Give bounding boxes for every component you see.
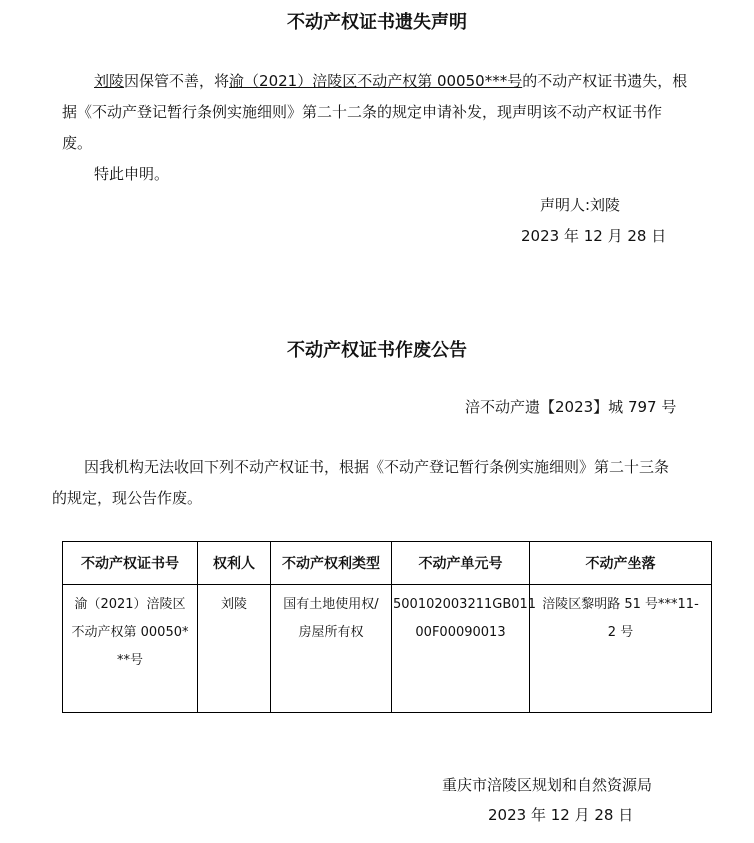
type-line-1: 国有土地使用权/ [283, 597, 379, 612]
void-notice-date: 2023 年 12 月 28 日 [488, 806, 634, 824]
issuer-name: 重庆市涪陵区规划和自然资源局 [442, 776, 653, 794]
loss-signer: 声明人:刘陵 [540, 196, 621, 214]
unit-line-2: 00F00090013 [415, 625, 506, 640]
void-doc-number: 涪不动产遗【2023】城 797 号 [465, 398, 677, 416]
special-declaration: 特此申明。 [94, 165, 170, 183]
cert-line-1: 渝（2021）涪陵区 [74, 597, 186, 612]
col-header-cert-number: 不动产权证书号 [63, 542, 198, 585]
loss-text-a: 因保管不善，将 [124, 72, 230, 90]
loss-date: 2023 年 12 月 28 日 [521, 227, 667, 245]
col-header-unit-number: 不动产单元号 [392, 542, 530, 585]
col-header-location: 不动产坐落 [530, 542, 712, 585]
type-line-2: 房屋所有权 [298, 625, 364, 640]
loss-statement-line-3: 废。 [62, 134, 93, 152]
loss-statement-line-1 [62, 66, 722, 97]
cert-line-3: **号 [116, 653, 143, 668]
cell-cert-number [63, 585, 198, 713]
location-line-1: 涪陵区黎明路 51 号***11- [542, 597, 699, 612]
cert-line-2: 不动产权第 00050* [71, 625, 189, 640]
unit-line-1: 500102003211GB011 [393, 597, 537, 612]
cell-location [530, 585, 712, 713]
loss-text-b: 的不动产权证书遗失，根 [522, 72, 688, 90]
cell-right-type [271, 585, 392, 713]
loss-cert-number: 渝（2021）涪陵区不动产权第 00050***号 [229, 72, 523, 90]
table-header-row [63, 542, 712, 585]
void-notice-title: 不动产权证书作废公告 [287, 340, 467, 361]
cell-owner [198, 585, 271, 713]
loss-statement-line-2: 据《不动产登记暂行条例实施细则》第二十二条的规定申请补发，现声明该不动产权证书作 [62, 103, 663, 121]
loss-statement-title: 不动产权证书遗失声明 [287, 12, 467, 33]
void-notice-line-1: 因我机构无法收回下列不动产权证书，根据《不动产登记暂行条例实施细则》第二十三条 [84, 458, 670, 476]
void-notice-line-2: 的规定，现公告作废。 [52, 489, 203, 507]
location-line-2: 2 号 [607, 625, 634, 640]
table-row [63, 585, 712, 713]
col-header-right-type: 不动产权利类型 [271, 542, 392, 585]
void-cert-table [62, 541, 712, 713]
loss-person-name: 刘陵 [94, 72, 125, 90]
cell-unit-number [392, 585, 537, 713]
col-header-owner: 权利人 [198, 542, 271, 585]
owner-name: 刘陵 [220, 597, 247, 612]
